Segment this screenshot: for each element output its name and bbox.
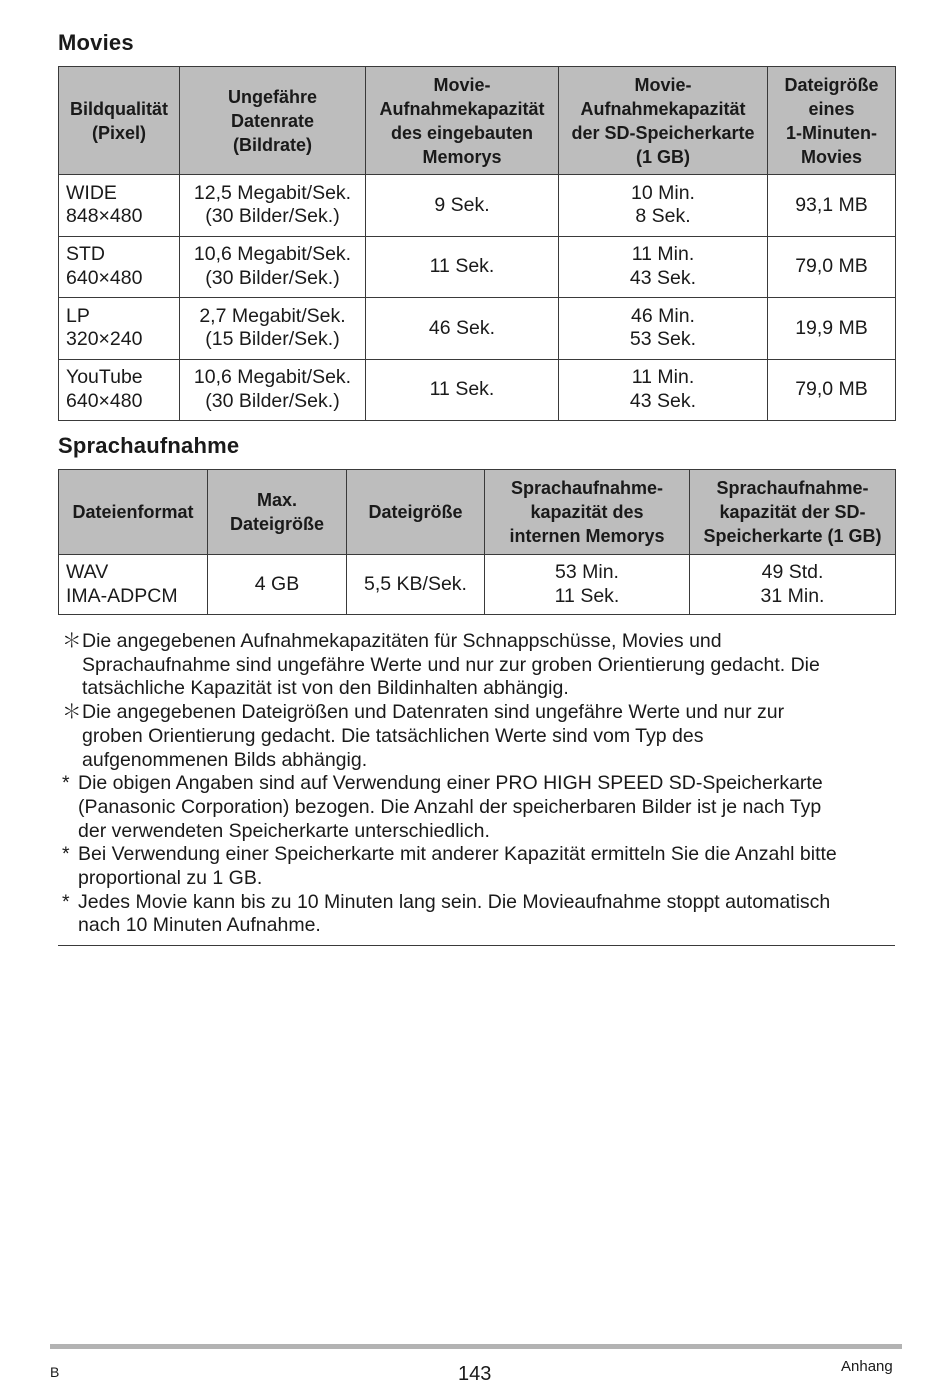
cell-line: 46 Sek.: [428, 316, 496, 339]
cell-line: (30 Bilder/Sek.): [205, 205, 340, 228]
cell-line: STD: [66, 243, 105, 266]
footnote-line: Die obigen Angaben sind auf Verwendung einer PRO HIGH SPEED SD-Speicherkarte: [78, 772, 823, 795]
cell-line: 10,6 Megabit/Sek.: [193, 366, 352, 389]
cell-line: 1-Minuten-: [786, 122, 877, 143]
voice-header-row: [59, 470, 896, 555]
cell-line: Datenrate: [230, 110, 315, 131]
table-cell: [366, 359, 559, 421]
asterisk-icon: ＊: [62, 701, 82, 724]
movies-body: [59, 175, 896, 421]
footnote-line: (Panasonic Corporation) bezogen. Die Anzahl der speicherbaren Bilder ist je nach Typ: [78, 795, 822, 818]
movies-header-cell: [180, 67, 366, 175]
table-cell: [559, 359, 768, 421]
voice-table: [58, 469, 896, 615]
cell-line: Dateigröße: [784, 74, 879, 95]
cell-line: (1 GB): [636, 146, 690, 167]
footnote-item: [58, 701, 895, 772]
table-cell: [366, 175, 559, 237]
cell-line: 93,1 MB: [795, 193, 868, 216]
footnote-line: Jedes Movie kann bis zu 10 Minuten lang sein. Die Movieaufnahme stoppt automatisch: [78, 890, 831, 913]
footnote-line: nach 10 Minuten Aufnahme.: [78, 914, 321, 937]
movies-heading: Movies: [58, 30, 134, 55]
asterisk-icon: *: [62, 772, 70, 795]
asterisk-icon: ＊: [62, 630, 82, 652]
table-cell: [768, 175, 896, 237]
cell-line: 320×240: [66, 328, 143, 351]
table-cell: [559, 298, 768, 360]
cell-line: 49 Std.: [761, 561, 824, 583]
footnote-line: Die angegebenen Dateigrößen und Datenraten sind ungefähre Werte und nur zur: [82, 701, 785, 724]
cell-line: 19,9 MB: [795, 316, 868, 339]
table-cell: [366, 298, 559, 360]
cell-line: 11 Sek.: [429, 378, 495, 400]
page-number: 143: [458, 1363, 492, 1385]
cell-line: (Bildrate): [232, 134, 312, 155]
movies-table: [58, 66, 896, 421]
cell-line: Movies: [800, 146, 863, 167]
footer-section-label: Anhang: [841, 1358, 893, 1375]
cell-line: 4 GB: [254, 572, 300, 595]
cell-line: des eingebauten: [390, 122, 534, 143]
cell-line: Bildqualität: [70, 98, 168, 119]
table-cell: [59, 236, 180, 298]
table-row: [59, 359, 896, 421]
cell-line: 848×480: [66, 205, 143, 228]
table-cell: [180, 175, 366, 237]
cell-line: 9 Sek.: [434, 193, 490, 216]
table-row: [59, 236, 896, 298]
cell-line: 11 Sek.: [429, 255, 495, 277]
notes-divider: [58, 945, 895, 946]
cell-line: LP: [66, 304, 90, 327]
footnote-line: Sprachaufnahme sind ungefähre Werte und nur zur groben Orientierung gedacht. Die: [82, 653, 820, 676]
cell-line: 79,0 MB: [795, 378, 868, 400]
table-cell: [559, 175, 768, 237]
movies-header-cell: [768, 67, 896, 175]
cell-line: (30 Bilder/Sek.): [205, 389, 340, 412]
cell-line: Movie-: [433, 74, 491, 95]
movies-header-cell: [59, 67, 180, 175]
cell-line: Movie-: [634, 74, 692, 95]
cell-line: 11 Min.: [631, 366, 695, 389]
footnote-line: tatsächliche Kapazität ist von den Bildinhalten abhängig.: [82, 677, 569, 700]
table-row: [59, 175, 896, 237]
cell-line: Speicherkarte (1 GB): [703, 526, 882, 546]
table-cell: [180, 359, 366, 421]
table-cell: [768, 359, 896, 421]
voice-body: [59, 555, 896, 615]
cell-line: der SD-Speicherkarte: [571, 122, 755, 143]
cell-line: Sprachaufnahme-: [716, 478, 869, 498]
cell-line: WAV: [66, 561, 109, 583]
footnote-line: groben Orientierung gedacht. Die tatsächlichen Werte sind vom Typ des: [82, 724, 704, 747]
footer-left-label: B: [50, 1364, 60, 1380]
table-cell: [208, 555, 347, 615]
cell-line: 5,5 KB/Sek.: [364, 572, 467, 595]
cell-line: 12,5 Megabit/Sek.: [193, 181, 352, 204]
voice-header-cell: [690, 470, 896, 555]
cell-line: IMA-ADPCM: [66, 584, 178, 607]
cell-line: 43 Sek.: [629, 266, 697, 289]
footnote-line: Bei Verwendung einer Speicherkarte mit anderer Kapazität ermitteln Sie die Anzahl bitte: [78, 843, 837, 866]
table-cell: [768, 236, 896, 298]
table-cell: [59, 175, 180, 237]
cell-line: Dateienformat: [72, 502, 194, 522]
table-cell: [347, 555, 485, 615]
voice-header-cell: [208, 470, 347, 555]
voice-heading: Sprachaufnahme: [58, 433, 240, 458]
table-cell: [59, 298, 180, 360]
cell-line: 11 Sek.: [554, 584, 620, 607]
cell-line: (15 Bilder/Sek.): [205, 328, 340, 351]
table-cell: [59, 555, 208, 615]
cell-line: internen Memorys: [509, 526, 665, 546]
cell-line: Sprachaufnahme-: [510, 478, 664, 498]
movies-header-row: [59, 67, 896, 175]
cell-line: Memorys: [422, 146, 502, 167]
cell-line: Aufnahmekapazität: [379, 98, 545, 119]
footnotes-list: [58, 630, 895, 938]
footnote-line: der verwendeten Speicherkarte unterschiedlich.: [78, 819, 490, 842]
cell-line: Dateigröße: [229, 514, 325, 534]
cell-line: (30 Bilder/Sek.): [205, 266, 340, 289]
cell-line: 2,7 Megabit/Sek.: [199, 304, 346, 327]
voice-header-cell: [347, 470, 485, 555]
footnote-item: [58, 843, 895, 890]
footer-bar: [50, 1344, 902, 1349]
footnote-line: aufgenommenen Bilds abhängig.: [82, 748, 368, 771]
cell-line: eines: [808, 98, 855, 119]
cell-line: WIDE: [66, 181, 117, 204]
movies-header-cell: [366, 67, 559, 175]
table-cell: [690, 555, 896, 615]
cell-line: (Pixel): [91, 122, 147, 143]
cell-line: 43 Sek.: [629, 389, 697, 412]
cell-line: 10,6 Megabit/Sek.: [193, 243, 352, 266]
cell-line: 11 Min.: [631, 243, 695, 266]
cell-line: 31 Min.: [760, 584, 825, 607]
footnote-line: Die angegebenen Aufnahmekapazitäten für Schnappschüsse, Movies und: [82, 630, 722, 652]
cell-line: Ungefähre: [227, 86, 317, 107]
cell-line: kapazität der SD-: [719, 502, 866, 522]
cell-line: 46 Min.: [631, 304, 695, 327]
cell-line: 8 Sek.: [635, 205, 691, 228]
footnote-item: [58, 772, 895, 843]
cell-line: Dateigröße: [368, 502, 463, 522]
cell-line: kapazität des: [530, 502, 644, 522]
table-cell: [559, 236, 768, 298]
asterisk-icon: *: [62, 843, 70, 866]
cell-line: 640×480: [66, 266, 143, 289]
table-row: [59, 555, 896, 615]
footnote-item: [58, 630, 895, 701]
voice-header-cell: [485, 470, 690, 555]
table-cell: [180, 298, 366, 360]
cell-line: 53 Min.: [555, 561, 619, 583]
cell-line: 10 Min.: [631, 181, 695, 204]
table-row: [59, 298, 896, 360]
voice-header-cell: [59, 470, 208, 555]
cell-line: 640×480: [66, 389, 143, 412]
asterisk-icon: *: [62, 890, 70, 913]
movies-header-cell: [559, 67, 768, 175]
footnote-line: proportional zu 1 GB.: [78, 867, 263, 890]
cell-line: 53 Sek.: [629, 328, 697, 351]
table-cell: [59, 359, 180, 421]
cell-line: 79,0 MB: [795, 255, 868, 277]
footnote-item: [58, 891, 895, 938]
cell-line: YouTube: [66, 366, 143, 389]
cell-line: Max.: [256, 490, 298, 510]
table-cell: [180, 236, 366, 298]
table-cell: [366, 236, 559, 298]
table-cell: [768, 298, 896, 360]
cell-line: Aufnahmekapazität: [580, 98, 746, 119]
table-cell: [485, 555, 690, 615]
